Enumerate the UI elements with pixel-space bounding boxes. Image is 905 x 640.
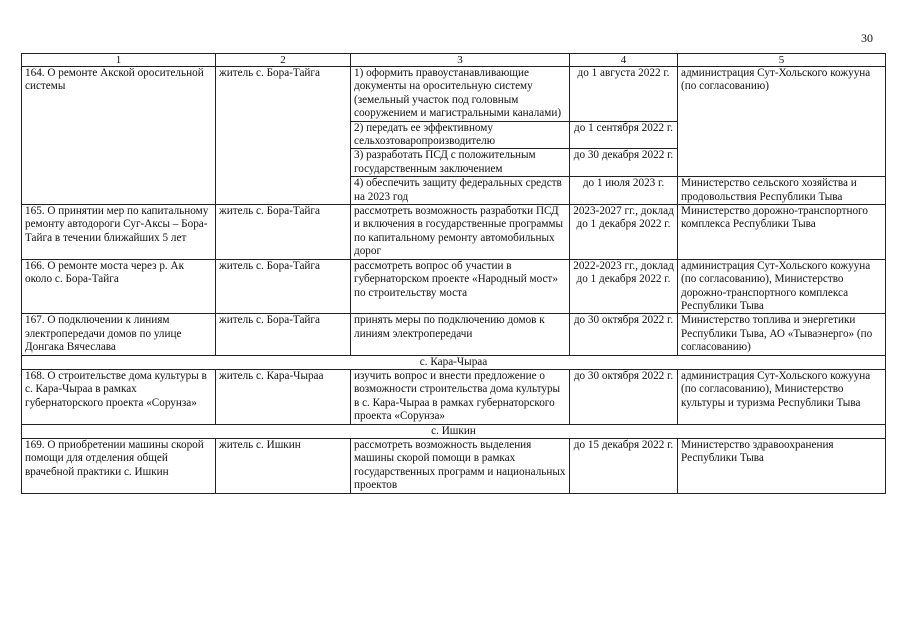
action-cell: 3) разработать ПСД с положительным государственным заключением [351,149,570,177]
table-row [22,314,886,355]
header-cell: 1 [22,54,216,67]
responsible-cell: Министерство сельского хозяйства и продовольствия Республики Тыва [678,177,886,205]
deadline-cell: до 30 октября 2022 г. [570,369,678,424]
page-number: 30 [861,31,873,45]
table-row [22,67,886,122]
topic-cell: 169. О приобретении машины скорой помощи для отделения общей врачебной практики с. Ишкин [22,438,216,493]
action-cell: рассмотреть возможность выделения машины скорой помощи в рамках государственных программ и национальных проектов [351,438,570,493]
header-cell: 5 [678,54,886,67]
applicant-cell: житель с. Кара-Чыраа [216,369,351,424]
table-row [22,438,886,493]
topic-cell: 165. О принятии мер по капитальному ремонту автодороги Суг-Аксы – Бора-Тайга в течении ближайших 5 лет [22,205,216,260]
section-heading: с. Ишкин [22,424,886,438]
responsible-cell: Министерство дорожно-транспортного комплекса Республики Тыва [678,205,886,260]
header-cell: 4 [570,54,678,67]
action-cell: 4) обеспечить защиту федеральных средств на 2023 год [351,177,570,205]
deadline-cell: до 30 октября 2022 г. [570,314,678,355]
decisions-table [21,53,886,494]
responsible-cell: администрация Сут-Хольского кожууна (по согласованию), Министерство дорожно-транспортного комплекса Республики Тыва [678,259,886,314]
header-cell: 2 [216,54,351,67]
topic-cell: 166. О ремонте моста через р. Ак около с. Бора-Тайга [22,259,216,314]
responsible-cell: Министерство топлива и энергетики Республики Тыва, АО «Тываэнерго» (по согласованию) [678,314,886,355]
deadline-cell: до 1 июля 2023 г. [570,177,678,205]
table-row [22,205,886,260]
applicant-cell: житель с. Бора-Тайга [216,259,351,314]
applicant-cell: житель с. Ишкин [216,438,351,493]
action-cell: 2) передать ее эффективному сельхозтоваропроизводителю [351,121,570,149]
header-row [22,54,886,67]
action-cell: принять меры по подключению домов к линиям электропередачи [351,314,570,355]
table-row [22,259,886,314]
header-cell: 3 [351,54,570,67]
deadline-cell: до 1 сентября 2022 г. [570,121,678,149]
action-cell: рассмотреть возможность разработки ПСД и включения в государственные программы по капитальному ремонту автомобильных дорог [351,205,570,260]
deadline-cell: до 1 августа 2022 г. [570,67,678,122]
action-cell: изучить вопрос и внести предложение о возможности строительства дома культуры в с. Кара-Чыраа в рамках губернаторского проекта «Сорунза» [351,369,570,424]
section-row [22,424,886,438]
topic-cell: 167. О подключении к линиям электропередачи домов по улице Донгака Вячеслава [22,314,216,355]
action-cell: рассмотреть вопрос об участии в губернаторском проекте «Народный мост» по строительству моста [351,259,570,314]
applicant-cell: житель с. Бора-Тайга [216,67,351,205]
section-row [22,355,886,369]
topic-cell: 164. О ремонте Акской оросительной системы [22,67,216,205]
deadline-cell: 2023-2027 гг., доклад до 1 декабря 2022 г. [570,205,678,260]
responsible-cell: Министерство здравоохранения Республики Тыва [678,438,886,493]
action-cell: 1) оформить правоустанавливающие документы на оросительную систему (земельный участок под головным сооружением и магистральными каналами) [351,67,570,122]
deadline-cell: до 30 декабря 2022 г. [570,149,678,177]
responsible-cell: администрация Сут-Хольского кожууна (по согласованию) [678,67,886,177]
section-heading: с. Кара-Чыраа [22,355,886,369]
table-row [22,369,886,424]
deadline-cell: до 15 декабря 2022 г. [570,438,678,493]
applicant-cell: житель с. Бора-Тайга [216,205,351,260]
topic-cell: 168. О строительстве дома культуры в с. Кара-Чыраа в рамках губернаторского проекта «Сорунза» [22,369,216,424]
deadline-cell: 2022-2023 гг., доклад до 1 декабря 2022 г. [570,259,678,314]
responsible-cell: администрация Сут-Хольского кожууна (по согласованию), Министерство культуры и туризма Республики Тыва [678,369,886,424]
applicant-cell: житель с. Бора-Тайга [216,314,351,355]
